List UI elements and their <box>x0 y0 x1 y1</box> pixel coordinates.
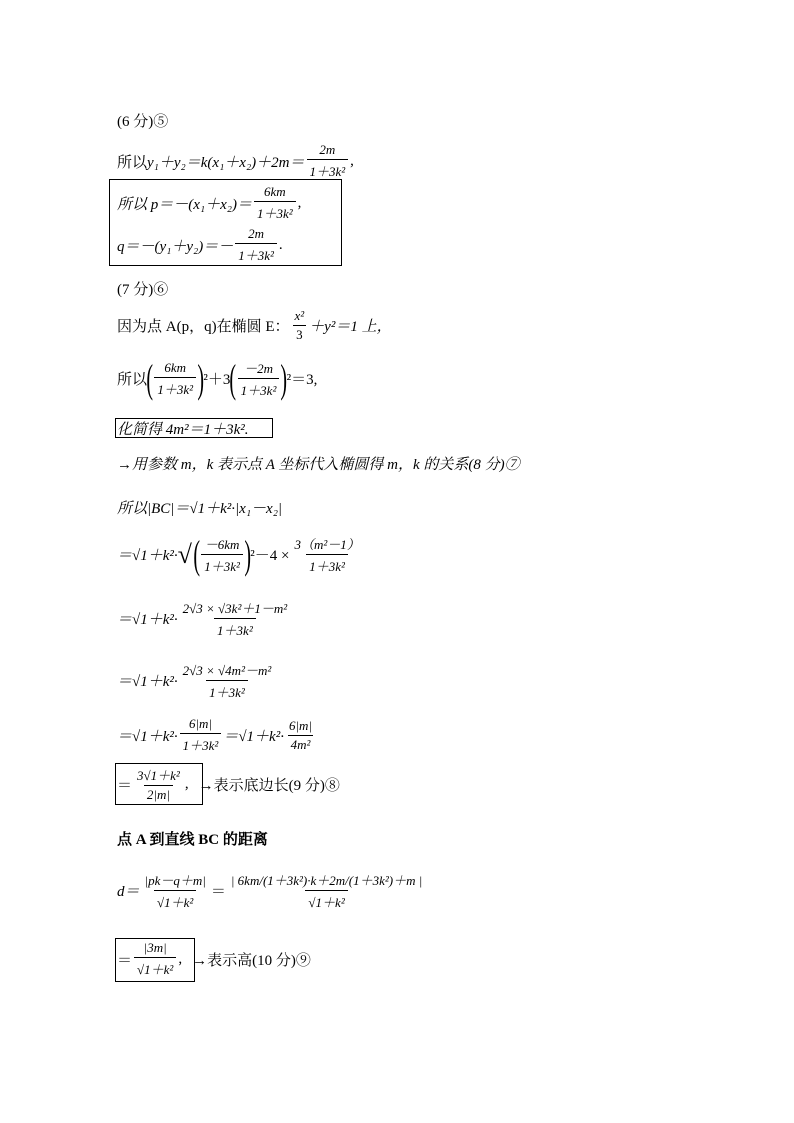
simplified-equation <box>117 418 249 439</box>
fraction <box>235 226 277 264</box>
text: ²＋3 <box>203 372 231 388</box>
fraction <box>134 765 183 803</box>
denominator: 1＋3k² <box>235 243 277 264</box>
denominator: 3 <box>293 325 306 343</box>
denominator: 1＋3k² <box>214 618 256 639</box>
numerator: 6km <box>164 359 187 375</box>
numerator: 3（m²－1） <box>294 537 360 552</box>
text: 化简得 4m²＝1＋3k². <box>117 422 249 438</box>
text: 点 A 到直线 BC 的距离 <box>117 832 268 848</box>
text: , <box>178 950 183 967</box>
numerator: |pk－q＋m| <box>144 873 206 888</box>
note-height: →表示高(10 分)⑨ <box>192 952 311 969</box>
text: ＝√1＋k²· <box>117 548 178 564</box>
text: 因为点 A(p，q)在椭圆 E： <box>117 319 290 335</box>
numerator: －6km <box>204 537 240 552</box>
fraction <box>238 358 280 399</box>
denominator: 1＋3k² <box>180 733 222 754</box>
note-relation <box>117 453 520 474</box>
denominator: 1＋3k² <box>254 201 296 222</box>
text: q＝－(y₁＋y₂)＝－ <box>117 238 234 255</box>
distance-result <box>117 940 311 978</box>
text: 所以 p＝－(x₁＋x₂)＝ <box>117 196 252 213</box>
fraction <box>291 534 362 575</box>
left-paren: ( <box>193 531 200 577</box>
bc-step-1 <box>117 531 365 577</box>
numerator: |3m| <box>143 940 167 955</box>
fraction <box>286 718 315 753</box>
fraction <box>228 870 425 911</box>
bc-result <box>117 765 340 803</box>
denominator: √1＋k² <box>154 890 196 911</box>
bc-step-4 <box>117 716 317 754</box>
denominator: 4m² <box>288 735 314 753</box>
right-paren: ) <box>244 531 251 577</box>
sqrt-icon: √ <box>177 539 192 569</box>
text: →用参数 m，k 表示点 A 坐标代入椭圆得 m，k 的关系(8 分)⑦ <box>117 457 520 473</box>
text: ＝ <box>117 777 133 794</box>
denominator: 1＋3k² <box>306 554 348 575</box>
denominator: 1＋3k² <box>201 554 243 575</box>
text: 所以 <box>117 372 148 388</box>
left-paren: ( <box>146 355 154 401</box>
fraction <box>180 660 275 701</box>
bc-length-def <box>117 497 282 518</box>
equation-q <box>117 226 283 264</box>
equation-sum-y <box>117 142 354 180</box>
text: 所以|BC|＝√1＋k²·|x₁－x₂| <box>117 501 283 517</box>
text: y₁＋y₂＝k(x₁＋x₂)＋2m＝ <box>147 154 305 171</box>
numerator: －2m <box>244 361 273 376</box>
numerator: x² <box>294 308 305 323</box>
numerator: 3√1＋k² <box>137 768 180 783</box>
denominator: 1＋3k² <box>238 378 280 399</box>
fraction <box>292 308 308 343</box>
text: ＝ <box>210 884 226 900</box>
denominator: 1＋3k² <box>206 680 248 701</box>
fraction <box>307 142 349 180</box>
text: ＝√1＋k²· <box>223 728 284 745</box>
right-paren: ) <box>280 355 288 401</box>
denominator: √1＋k² <box>134 957 176 978</box>
right-paren: ) <box>197 355 205 401</box>
text: ²＝3, <box>286 372 318 388</box>
text: ＝ <box>117 952 133 969</box>
text: ＝√1＋k²· <box>117 674 178 690</box>
distance-heading <box>117 828 268 849</box>
denominator: 1＋3k² <box>307 159 349 180</box>
score-line-7 <box>117 278 168 299</box>
numerator: 6|m| <box>288 717 312 733</box>
left-paren: ( <box>229 355 237 401</box>
ellipse-statement <box>117 308 392 343</box>
text: (6 分)⑤ <box>117 114 169 130</box>
bc-step-2 <box>117 598 292 639</box>
fraction <box>180 598 291 639</box>
text: . <box>278 236 283 253</box>
text: , <box>350 152 354 169</box>
distance-equation <box>117 870 427 911</box>
bc-step-3 <box>117 660 276 701</box>
score-line-6 <box>117 110 168 131</box>
text: , <box>297 194 302 211</box>
fraction <box>254 184 296 222</box>
fraction <box>134 940 176 978</box>
text: 所以 <box>117 154 148 171</box>
numerator: | 6km/(1＋3k²)·k＋2m/(1＋3k²)＋m | <box>230 873 423 888</box>
text: ²－4 × <box>250 548 290 564</box>
numerator: 6|m| <box>188 716 212 731</box>
fraction <box>201 534 243 575</box>
text: (7 分)⑥ <box>117 282 169 298</box>
numerator: 2m <box>319 142 336 157</box>
numerator: 2m <box>248 226 265 241</box>
denominator: √1＋k² <box>305 890 347 911</box>
text: ＝√1＋k²· <box>117 728 178 745</box>
numerator: 2√3 × √4m²－m² <box>182 663 272 678</box>
fraction <box>154 360 196 398</box>
text: ＝√1＋k²· <box>117 612 178 628</box>
text: , <box>184 775 189 792</box>
numerator: 2√3 × √3k²＋1－m² <box>182 601 288 616</box>
equation-p <box>117 184 301 222</box>
denominator: 2|m| <box>144 785 173 803</box>
substitution-equation <box>117 355 318 401</box>
text: d＝ <box>117 884 140 900</box>
denominator: 1＋3k² <box>154 377 196 398</box>
note-base: →表示底边长(9 分)⑧ <box>198 777 340 794</box>
numerator: 6km <box>264 184 286 199</box>
fraction <box>180 716 222 754</box>
fraction <box>142 870 209 911</box>
text: ＋y²＝1 上， <box>309 319 392 335</box>
